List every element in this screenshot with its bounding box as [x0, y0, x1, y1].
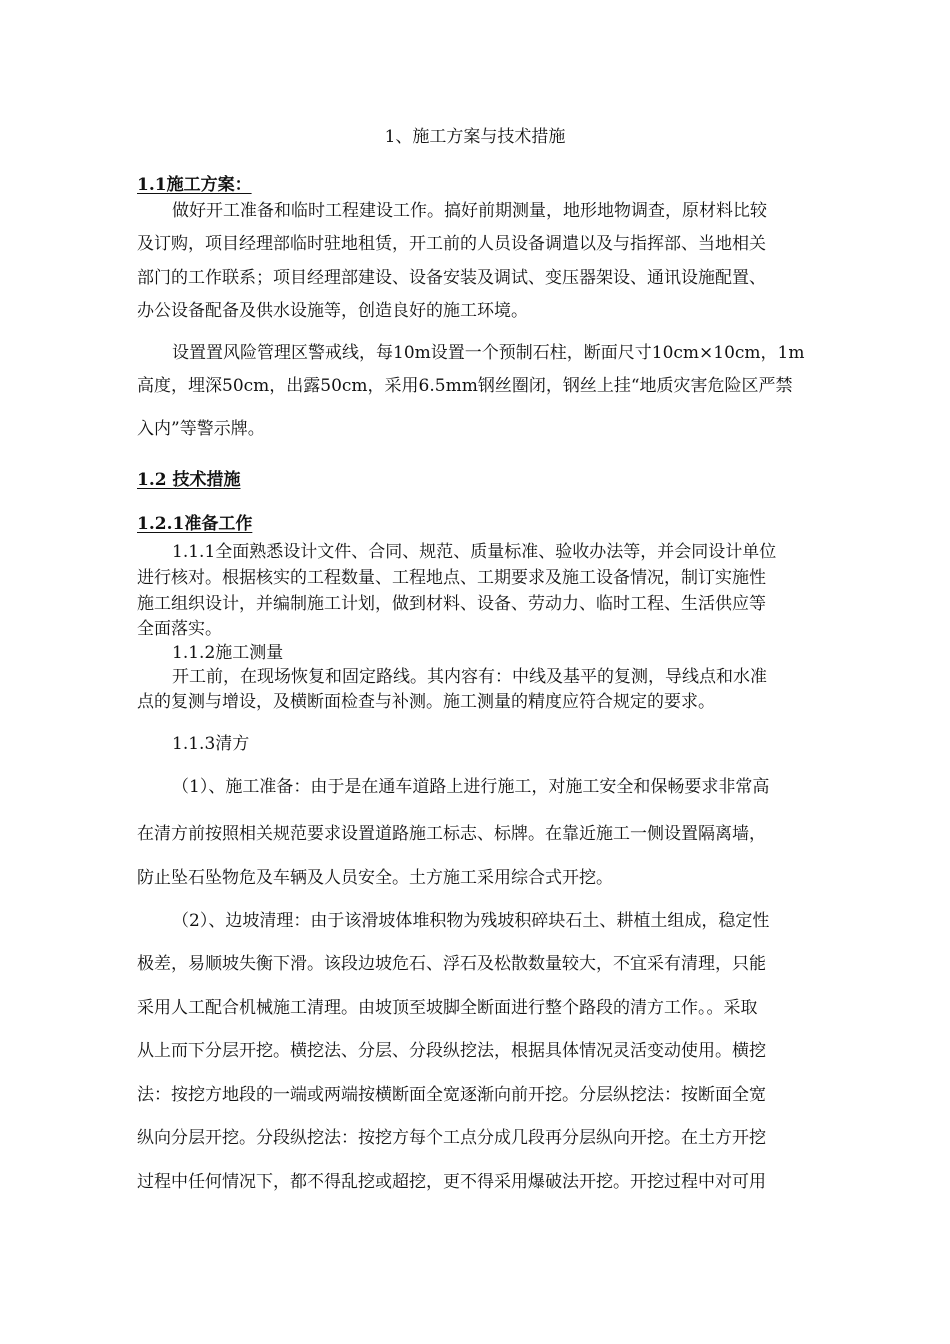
text-line: 采用人工配合机械施工清理。由坡顶至坡脚全断面进行整个路段的清方工作。。采取: [137, 998, 758, 1018]
text-line: 点的复测与增设，及横断面检查与补测。施工测量的精度应符合规定的要求。: [137, 692, 715, 712]
text-line: 高度，埋深50cm，出露50cm，采用6.5mm钢丝圈闭，钢丝上挂“地质灾害危险区严禁: [137, 376, 793, 396]
text-line: 极差，易顺坡失衡下滑。该段边坡危石、浮石及松散数量较大，不宜采有清理，只能: [137, 954, 766, 974]
text-line: 及订购，项目经理部临时驻地租赁，开工前的人员设备调遣以及与指挥部、当地相关: [137, 234, 766, 254]
text-line: 纵向分层开挖。分段纵挖法：按挖方每个工点分成几段再分层纵向开挖。在土方开挖: [137, 1128, 766, 1148]
section-1-1-heading: 1.1施工方案：: [137, 175, 252, 195]
text-line: 进行核对。根据核实的工程数量、工程地点、工期要求及施工设备情况，制订实施性: [137, 568, 766, 588]
section-1-2-1-heading: 1.2.1准备工作: [137, 514, 253, 534]
text-line: （2）、边坡清理：由于该滑坡体堆积物为残坡积碎块石土、耕植土组成，稳定性: [172, 911, 770, 931]
text-line: 防止坠石坠物危及车辆及人员安全。土方施工采用综合式开挖。: [137, 868, 613, 888]
text-line: 在清方前按照相关规范要求设置道路施工标志、标牌。在靠近施工一侧设置隔离墙，: [137, 824, 766, 844]
subsection-1-1-3: 1.1.3清方: [172, 734, 250, 754]
text-line: 施工组织设计，并编制施工计划，做到材料、设备、劳动力、临时工程、生活供应等: [137, 594, 766, 614]
text-line: 办公设备配备及供水设施等，创造良好的施工环境。: [137, 301, 528, 321]
section-1-2-heading: 1.2 技术措施: [137, 470, 241, 490]
text-line: 做好开工准备和临时工程建设工作。搞好前期测量，地形地物调查，原材料比较: [172, 201, 767, 221]
text-line: 从上而下分层开挖。横挖法、分层、分段纵挖法，根据具体情况灵活变动使用。横挖: [137, 1041, 766, 1061]
text-line: 设置置风险管理区警戒线，每10m设置一个预制石柱，断面尺寸10cm×10cm，1m: [172, 343, 805, 363]
text-line: 入内”等警示牌。: [137, 419, 265, 439]
text-line: 1.1.1全面熟悉设计文件、合同、规范、质量标准、验收办法等，并会同设计单位: [172, 542, 777, 562]
text-line: 开工前，在现场恢复和固定路线。其内容有：中线及基平的复测，导线点和水准: [172, 667, 767, 687]
text-line: 部门的工作联系；项目经理部建设、设备安装及调试、变压器架设、通讯设施配置、: [137, 268, 766, 288]
subsection-1-1-2: 1.1.2施工测量: [172, 643, 284, 663]
text-line: 法：按挖方地段的一端或两端按横断面全宽逐渐向前开挖。分层纵挖法：按断面全宽: [137, 1085, 766, 1105]
document-title: 1、施工方案与技术措施: [384, 127, 566, 147]
text-line: 过程中任何情况下，都不得乱挖或超挖，更不得采用爆破法开挖。开挖过程中对可用: [137, 1172, 766, 1192]
text-line: 全面落实。: [137, 619, 222, 639]
text-line: （1）、施工准备：由于是在通车道路上进行施工，对施工安全和保畅要求非常高: [172, 777, 770, 797]
